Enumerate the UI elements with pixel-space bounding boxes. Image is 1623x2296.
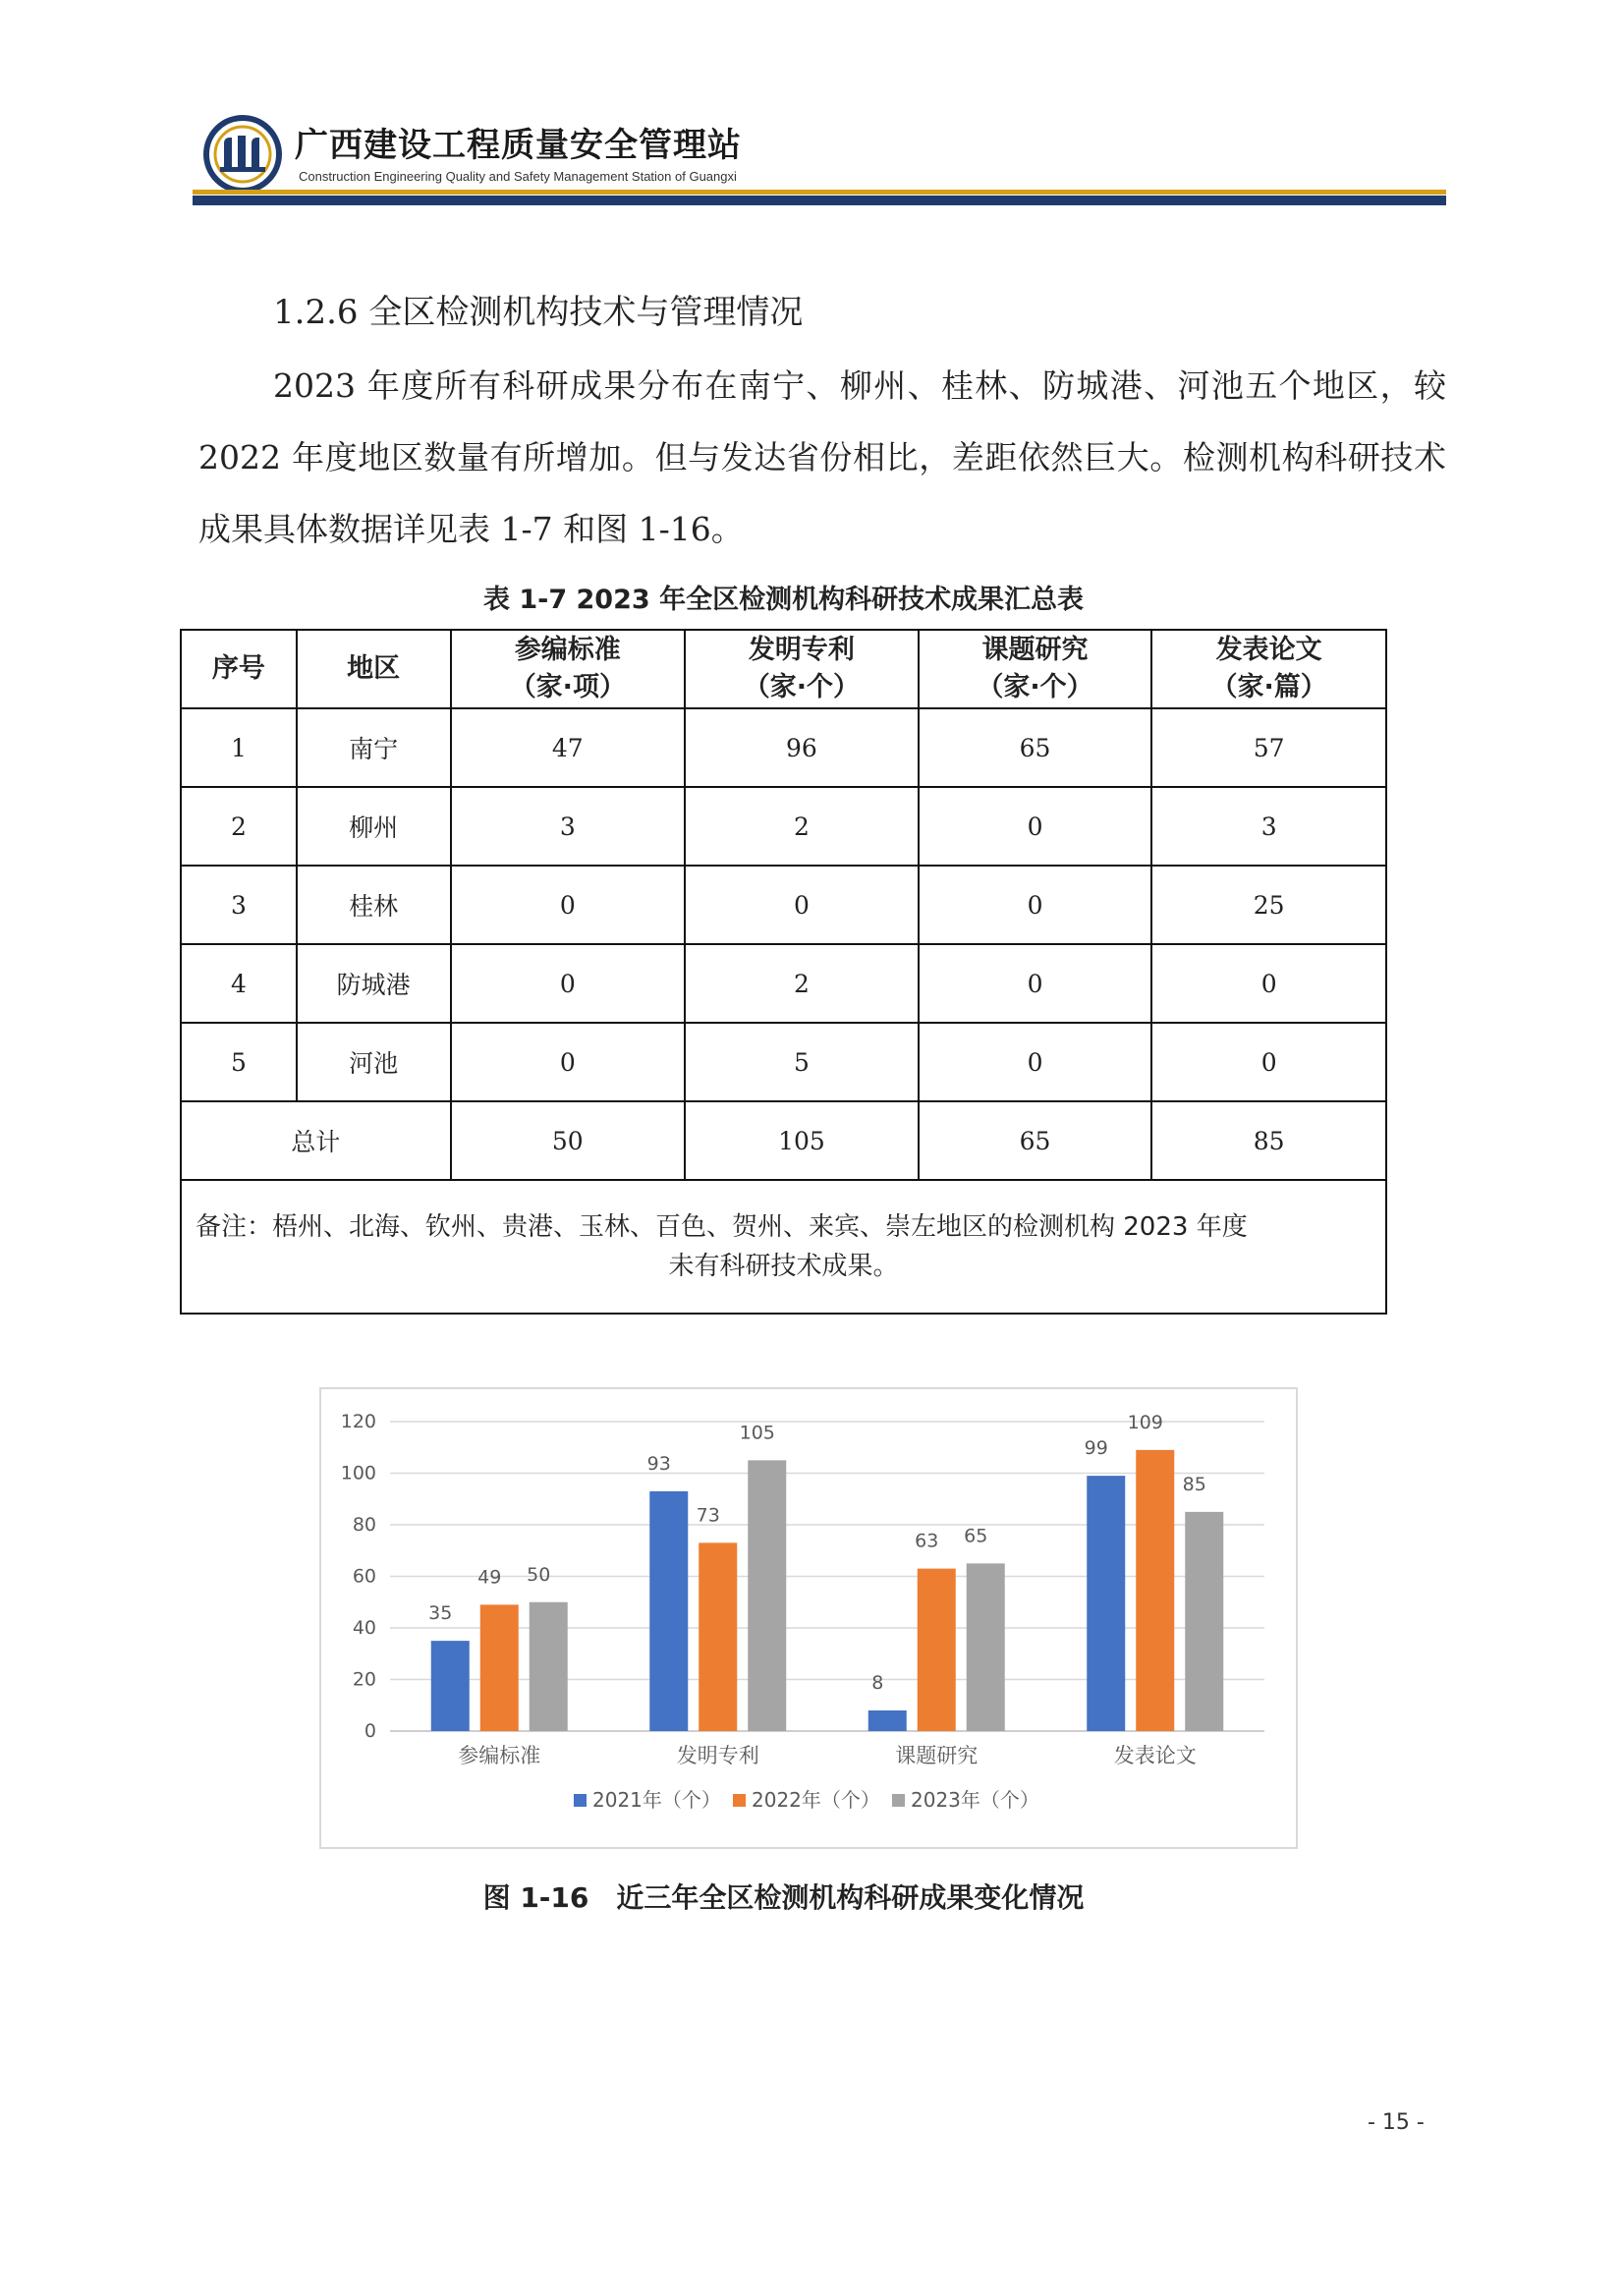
body-paragraph: 2023 年度所有科研成果分布在南宁、柳州、桂林、防城港、河池五个地区，较 2022 年度地区数量有所增加。但与发达省份相比，差距依然巨大。检测机构科研技术成果具体数据详见表 1-7 和图 1-16。 xyxy=(198,366,1446,548)
org-name: 广西建设工程质量安全管理站 xyxy=(295,126,742,165)
cell-region: 柳州 xyxy=(297,787,451,866)
table-row xyxy=(181,708,1386,787)
table-caption: 表 1-7 2023 年全区检测机构科研技术成果汇总表 xyxy=(482,585,1085,615)
cell-patents: 2 xyxy=(685,787,919,866)
cell-standards: 3 xyxy=(451,787,686,866)
cell-region: 南宁 xyxy=(297,708,451,787)
cell-projects: 0 xyxy=(919,1023,1152,1101)
bar xyxy=(530,1602,568,1731)
cell-no: 1 xyxy=(181,708,297,787)
table-row xyxy=(181,944,1386,1023)
header-rule-gold xyxy=(193,190,1446,195)
data-label: 35 xyxy=(428,1602,453,1625)
cell-no: 3 xyxy=(181,866,297,944)
table-row xyxy=(181,866,1386,944)
header-no: 序号 xyxy=(181,630,297,708)
cell-no: 4 xyxy=(181,944,297,1023)
cell-projects: 0 xyxy=(919,866,1152,944)
y-tick-label: 40 xyxy=(352,1617,376,1639)
data-label: 50 xyxy=(527,1563,551,1586)
cell-region: 河池 xyxy=(297,1023,451,1101)
results-table xyxy=(180,629,1387,1315)
cell-region: 桂林 xyxy=(297,866,451,944)
header-projects: 课题研究 （家·个） xyxy=(919,630,1152,708)
bar xyxy=(967,1563,1005,1731)
y-tick-label: 80 xyxy=(352,1514,376,1536)
bar xyxy=(868,1710,907,1731)
cell-region: 防城港 xyxy=(297,944,451,1023)
legend-swatch xyxy=(892,1794,905,1807)
data-label: 99 xyxy=(1084,1437,1108,1460)
cell-papers: 0 xyxy=(1151,944,1386,1023)
cell-no: 2 xyxy=(181,787,297,866)
data-label: 85 xyxy=(1182,1473,1206,1495)
header-region: 地区 xyxy=(297,630,451,708)
header-rule-navy xyxy=(193,196,1446,205)
cell-patents: 96 xyxy=(685,708,919,787)
bar xyxy=(1136,1450,1174,1731)
page-header xyxy=(193,108,1446,212)
cell-total-standards: 50 xyxy=(451,1101,686,1180)
cell-total-projects: 65 xyxy=(919,1101,1152,1180)
cell-no: 5 xyxy=(181,1023,297,1101)
bar-chart-svg xyxy=(321,1389,1296,1847)
section-title: 1.2.6 全区检测机构技术与管理情况 xyxy=(273,293,804,332)
data-label: 93 xyxy=(646,1452,671,1475)
x-tick-label: 课题研究 xyxy=(895,1744,979,1767)
figure-caption: 图 1-16 近三年全区检测机构科研成果变化情况 xyxy=(482,1881,1085,1914)
data-label: 8 xyxy=(871,1672,884,1694)
data-label: 73 xyxy=(696,1504,720,1527)
header-papers: 发表论文 （家·篇） xyxy=(1151,630,1386,708)
data-label: 49 xyxy=(477,1566,502,1589)
cell-projects: 65 xyxy=(919,708,1152,787)
cell-standards: 0 xyxy=(451,866,686,944)
station-logo-icon xyxy=(202,114,283,195)
y-tick-label: 60 xyxy=(352,1565,376,1588)
cell-patents: 2 xyxy=(685,944,919,1023)
bar xyxy=(431,1641,470,1731)
table-row xyxy=(181,1023,1386,1101)
legend-label: 2023年（个） xyxy=(911,1788,1039,1812)
data-label: 65 xyxy=(964,1525,988,1547)
legend-label: 2021年（个） xyxy=(592,1788,721,1812)
table-row xyxy=(181,787,1386,866)
data-label: 63 xyxy=(915,1530,939,1552)
header-standards: 参编标准 （家·项） xyxy=(451,630,686,708)
bar xyxy=(748,1460,786,1731)
cell-standards: 0 xyxy=(451,1023,686,1101)
cell-projects: 0 xyxy=(919,787,1152,866)
x-tick-label: 发表论文 xyxy=(1113,1744,1197,1767)
legend-swatch xyxy=(733,1794,746,1807)
page-number: - 15 - xyxy=(1368,2110,1425,2135)
legend-swatch xyxy=(574,1794,587,1807)
bar xyxy=(1087,1476,1125,1731)
y-tick-label: 0 xyxy=(364,1720,376,1742)
cell-total-papers: 85 xyxy=(1151,1101,1386,1180)
cell-papers: 57 xyxy=(1151,708,1386,787)
y-tick-label: 120 xyxy=(340,1411,376,1432)
table-header-row xyxy=(181,630,1386,708)
bar xyxy=(918,1569,956,1731)
data-label: 109 xyxy=(1127,1411,1163,1433)
cell-total-label: 总计 xyxy=(181,1101,451,1180)
cell-patents: 5 xyxy=(685,1023,919,1101)
bar xyxy=(699,1542,737,1731)
x-tick-label: 参编标准 xyxy=(458,1744,541,1767)
cell-projects: 0 xyxy=(919,944,1152,1023)
bar xyxy=(1185,1512,1223,1731)
cell-patents: 0 xyxy=(685,866,919,944)
y-tick-label: 100 xyxy=(340,1462,376,1484)
table-total-row xyxy=(181,1101,1386,1180)
bar-chart xyxy=(319,1387,1298,1849)
note-line-1: 备注：梧州、北海、钦州、贵港、玉林、百色、贺州、来宾、崇左地区的检测机构 2023 年度 xyxy=(196,1212,1248,1242)
legend-label: 2022年（个） xyxy=(752,1788,880,1812)
table-note-row xyxy=(181,1180,1386,1314)
bar xyxy=(649,1491,688,1731)
x-tick-label: 发明专利 xyxy=(676,1744,759,1767)
bar xyxy=(480,1604,519,1731)
cell-standards: 47 xyxy=(451,708,686,787)
note-line-2: 未有科研技术成果。 xyxy=(668,1252,899,1281)
cell-papers: 25 xyxy=(1151,866,1386,944)
header-patents: 发明专利 （家·个） xyxy=(685,630,919,708)
cell-papers: 3 xyxy=(1151,787,1386,866)
cell-papers: 0 xyxy=(1151,1023,1386,1101)
org-name-english: Construction Engineering Quality and Safety Management Station of Guangxi xyxy=(299,169,737,184)
y-tick-label: 20 xyxy=(352,1668,376,1691)
cell-standards: 0 xyxy=(451,944,686,1023)
cell-total-patents: 105 xyxy=(685,1101,919,1180)
cell-note xyxy=(181,1180,1386,1314)
data-label: 105 xyxy=(739,1422,775,1444)
